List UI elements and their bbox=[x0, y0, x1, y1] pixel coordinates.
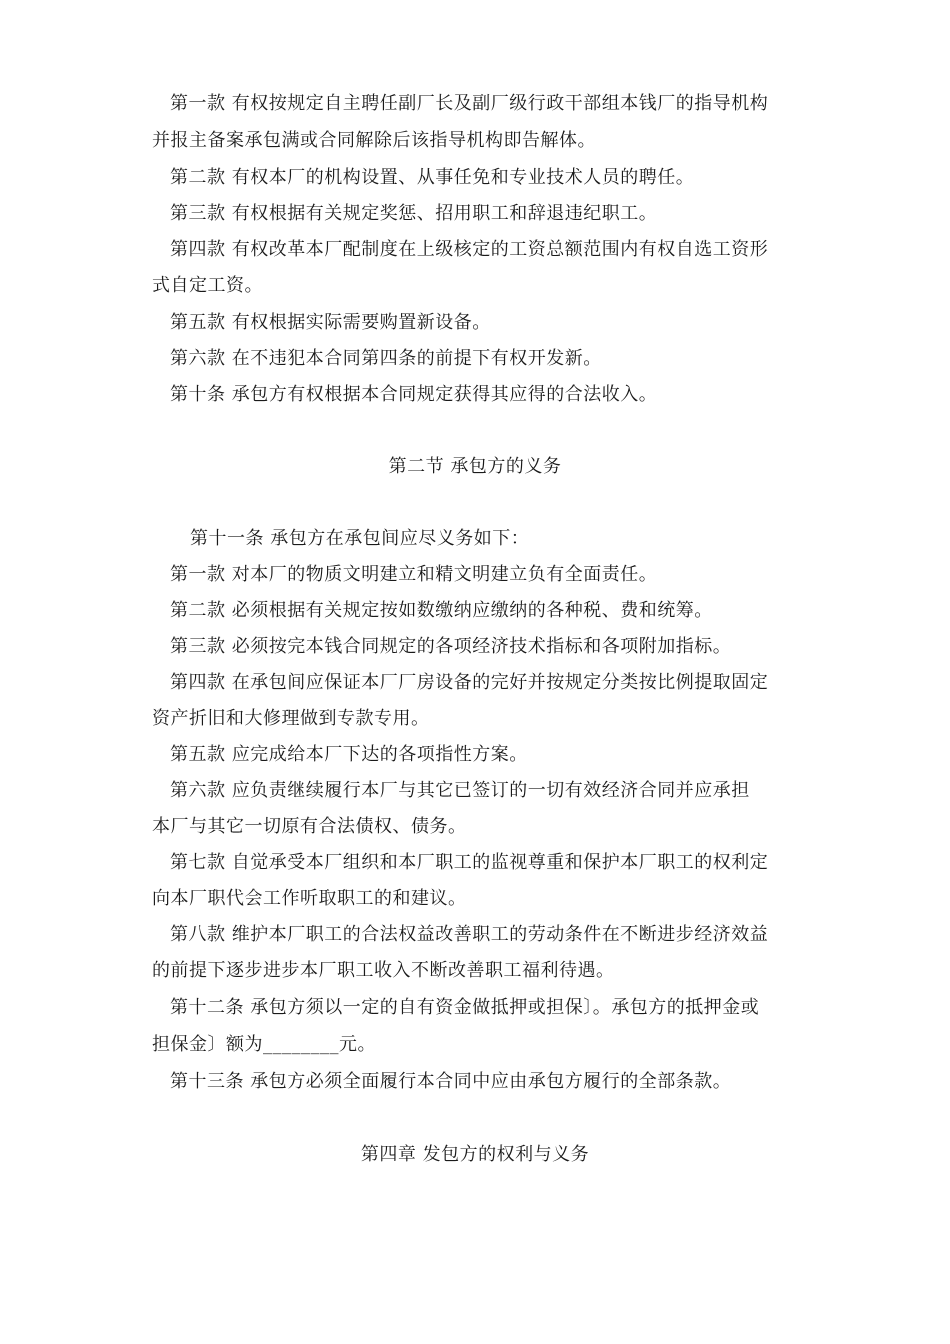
section-heading: 第二节 承包方的义务 bbox=[388, 456, 562, 477]
article-13: 第十三条 承包方必须全面履行本合同中应由承包方履行的全部条款。 bbox=[170, 1071, 732, 1092]
obligation-clause-2: 第二款 必须根据有关规定按如数缴纳应缴纳的各种税、费和统筹。 bbox=[170, 600, 713, 621]
clause-4-line-2: 式自定工资。 bbox=[152, 275, 263, 296]
clause-1-line-1: 第一款 有权按规定自主聘任副厂长及副厂级行政干部组本钱厂的指导机构 bbox=[170, 93, 769, 114]
article-12-line-1: 第十二条 承包方须以一定的自有资金做抵押或担保〕。承包方的抵押金或 bbox=[170, 997, 760, 1018]
clause-4-line-1: 第四款 有权改革本厂配制度在上级核定的工资总额范围内有权自选工资形 bbox=[170, 239, 769, 260]
obligation-clause-5: 第五款 应完成给本厂下达的各项指性方案。 bbox=[170, 744, 528, 765]
obligation-clause-6-line-2: 本厂与其它一切原有合法债权、债务。 bbox=[152, 816, 467, 837]
clause-6: 第六款 在不违犯本合同第四条的前提下有权开发新。 bbox=[170, 348, 602, 369]
obligation-clause-7-line-1: 第七款 自觉承受本厂组织和本厂职工的监视尊重和保护本厂职工的权利定 bbox=[170, 852, 769, 873]
article-12-line-2: 担保金〕额为________元。 bbox=[152, 1034, 376, 1055]
obligation-clause-1: 第一款 对本厂的物质文明建立和精文明建立负有全面责任。 bbox=[170, 564, 658, 585]
clause-3: 第三款 有权根据有关规定奖惩、招用职工和辞退违纪职工。 bbox=[170, 203, 658, 224]
obligation-clause-3: 第三款 必须按完本钱合同规定的各项经济技术指标和各项附加指标。 bbox=[170, 636, 732, 657]
obligation-clause-8-line-2: 的前提下逐步进步本厂职工收入不断改善职工福利待遇。 bbox=[152, 960, 615, 981]
clause-2: 第二款 有权本厂的机构设置、从事任免和专业技术人员的聘任。 bbox=[170, 167, 695, 188]
clause-5: 第五款 有权根据实际需要购置新设备。 bbox=[170, 312, 491, 333]
obligation-clause-8-line-1: 第八款 维护本厂职工的合法权益改善职工的劳动条件在不断进步经济效益 bbox=[170, 924, 769, 945]
obligation-clause-4-line-2: 资产折旧和大修理做到专款专用。 bbox=[152, 708, 430, 729]
obligation-clause-4-line-1: 第四款 在承包间应保证本厂厂房设备的完好并按规定分类按比例提取固定 bbox=[170, 672, 769, 693]
obligation-clause-6-line-1: 第六款 应负责继续履行本厂与其它已签订的一切有效经济合同并应承担 bbox=[170, 780, 750, 801]
clause-1-line-2: 并报主备案承包满或合同解除后该指导机构即告解体。 bbox=[152, 130, 596, 151]
chapter-heading: 第四章 发包方的权利与义务 bbox=[360, 1144, 590, 1165]
article-10: 第十条 承包方有权根据本合同规定获得其应得的合法收入。 bbox=[170, 384, 658, 405]
obligation-clause-7-line-2: 向本厂职代会工作听取职工的和建议。 bbox=[152, 888, 467, 909]
article-11: 第十一条 承包方在承包间应尽义务如下： bbox=[190, 528, 530, 549]
